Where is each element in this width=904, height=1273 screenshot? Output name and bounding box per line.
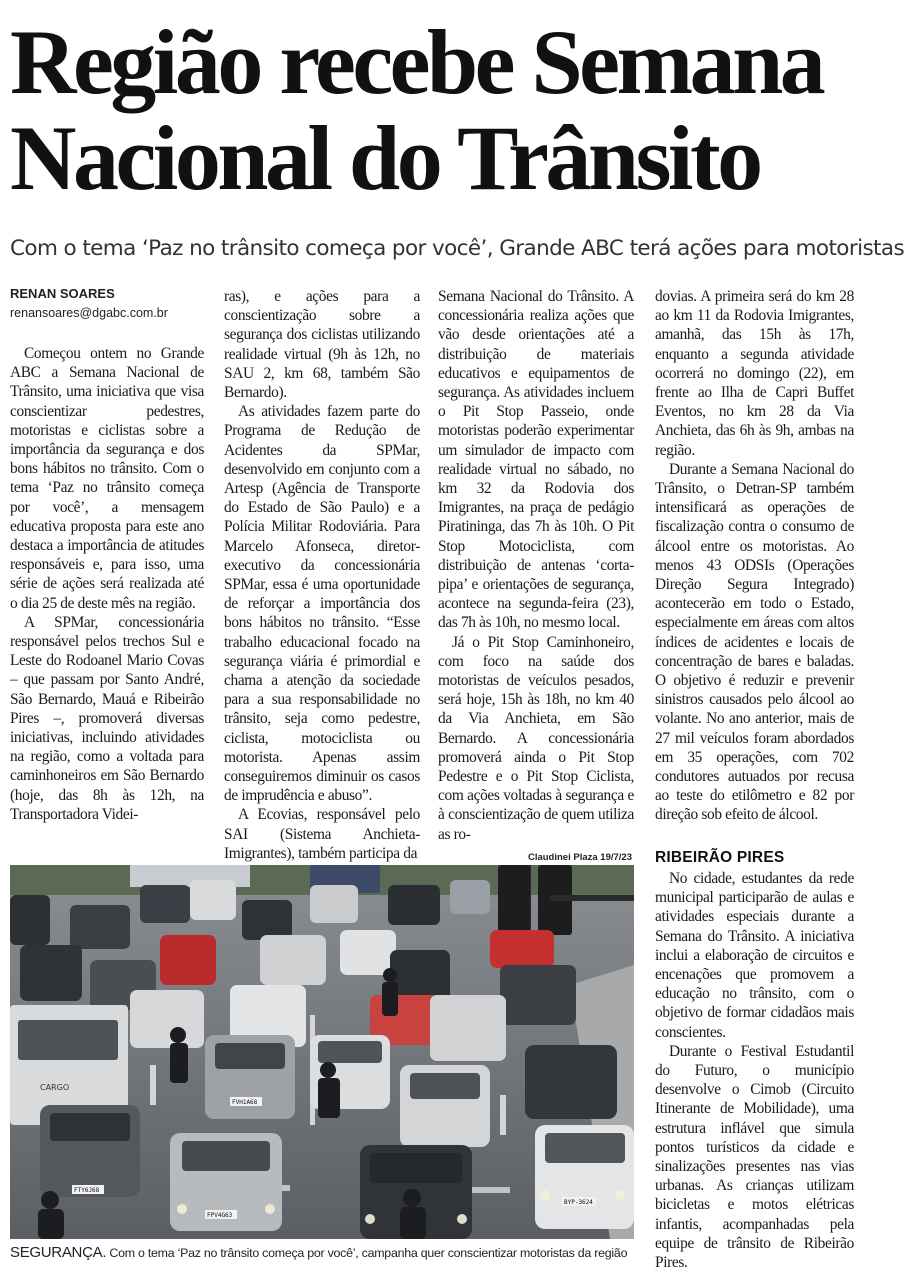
paragraph: Durante a Semana Nacional do Trânsito, o Detran-SP também intensificará as operações de fiscalização contra o consumo de álcool entre os motoristas. Ao menos 43 ODSIs (Operações Direção Segura Integrado) acontecerão em todo o Estado, especialmente em áreas com altos índices de acidentes e locais de concentração de bares e baladas. O objetivo é reduzir e prevenir sinistros causados pelo álcool ao volante. No ano anterior, mais de 27 mil veículos foram abordados em 35 operações, com 702 condutores autuados por recusa ao teste do etilômetro e 82 por direção sob efeito de álcool.	[655, 460, 854, 824]
paragraph: Já o Pit Stop Caminhoneiro, com foco na saúde dos motoristas de veículos pesados, será hoje, 15h às 18h, no km 40 da Via Anchieta, em São Bernardo. A concessionária promoverá ainda o Pit Stop Pedestre e o Pit Stop Ciclista, com ações voltadas à segurança e à conscientização de quem utiliza as ro-	[438, 633, 634, 843]
traffic-photo-illustration	[10, 865, 634, 1239]
paragraph: No cidade, estudantes da rede municipal participarão de aulas e atividades especiais durante a Semana do Trânsito. A iniciativa inclui a elaboração de circuitos e encenações que promovem a educação no trânsito, com o objetivo de formar cidadãos mais conscientes.	[655, 870, 854, 1041]
license-plate: FVH1A68	[232, 1099, 258, 1106]
paragraph: dovias. A primeira será do km 28 ao km 11 da Rodovia Imigrantes, amanhã, das 15h às 17h, enquanto a segunda atividade ocorrerá no domingo (22), em frente ao Ilha de Capri Buffet Eventos, no km 28 da Via Anchieta, das 6h às 9h, ambas na região.	[655, 288, 854, 459]
article-column-4	[655, 287, 854, 833]
subheadline: Com o tema ‘Paz no trânsito começa por você’, Grande ABC terá ações para motoristas	[10, 236, 904, 261]
section-title: RIBEIRÃO PIRES	[655, 849, 785, 866]
author-name: RENAN SOARES	[10, 286, 115, 301]
truck-lettering: CARGO	[40, 1083, 70, 1092]
paragraph: Começou ontem no Grande ABC a Semana Nacional de Trânsito, uma iniciativa que visa conscientizar pedestres, motoristas e ciclistas sobre a importância da segurança e dos bons hábitos no trânsito. Com o tema ‘Paz no trânsito começa por você’, a mensagem educativa proposta para este ano destaca a importância de atitudes responsáveis e, para isso, uma série de ações será realizada até o dia 25 de deste mês na região.	[10, 345, 204, 612]
article-column-1	[10, 344, 204, 834]
license-plate: FPV4G63	[207, 1212, 233, 1219]
headline-line-2: Nacional do Trânsito	[10, 107, 760, 209]
license-plate: BYP-3624	[564, 1199, 593, 1206]
headline	[10, 11, 860, 209]
author-email: renansoares@dgabc.com.br	[10, 306, 168, 320]
article-column-3	[438, 287, 634, 843]
paragraph: As atividades fazem parte do Programa de Redução de Acidentes da SPMar, desenvolvido em conjunto com a Artesp (Agência de Transporte do Estado de São Paulo) e a Polícia Militar Rodoviária. Para Marcelo Afonseca, diretor-executivo da concessionária SPMar, essa é uma oportunidade de reforçar a importância dos bons hábitos no trânsito. “Esse trabalho educacional focado na segurança viária é primordial e chama a atenção da sociedade para a sua responsabilidade no trânsito, seja como pedestre, ciclista, motociclista ou motorista. Apenas assim conseguiremos diminuir os casos de imprudência e abuso”.	[224, 403, 420, 805]
caption-label: SEGURANÇA.	[10, 1244, 107, 1261]
photo-caption	[10, 1244, 650, 1261]
article-column-2	[224, 287, 420, 862]
paragraph: Durante o Festival Estudantil do Futuro, o município desenvolve o Cimob (Circuito Itinerante de Mobilidade), uma estrutura inflável que simula pontos turísticos da cidade e sinalizações presentes nas vias urbanas. As crianças utilizam bicicletas e motos elétricas infantis, acompanhadas pela equipe de trânsito de Ribeirão Pires.	[655, 1042, 854, 1272]
paragraph: A Ecovias, responsável pelo SAI (Sistema Anchieta-Imigrantes), também participa da	[224, 806, 420, 862]
section-column	[655, 869, 854, 1272]
paragraph: Semana Nacional do Trânsito. A concessionária realiza ações que vão desde orientações até a distribuição de materiais educativos e equipamentos de segurança. As atividades incluem o Pit Stop Passeio, onde motoristas poderão experimentar um simulador de impacto com realidade virtual no sábado, no km 32 da Rodovia dos Imigrantes, na praça de pedágio Piratininga, das 7h às 10h. O Pit Stop Motociclista, com distribuição de antenas ‘corta-pipa’ e orientações de segurança, acontece na segunda-feira (23), das 7h às 10h, no mesmo local.	[438, 288, 634, 632]
caption-text: Com o tema ‘Paz no trânsito começa por você’, campanha quer conscientizar motoristas da região	[109, 1246, 628, 1260]
traffic-photo	[10, 865, 634, 1239]
photo-credit: Claudinei Plaza 19/7/23	[527, 852, 632, 863]
headline-line-1: Região recebe Semana	[10, 11, 823, 113]
paragraph: A SPMar, concessionária responsável pelos trechos Sul e Leste do Rodoanel Mario Covas – que passam por Santo André, São Bernardo, Mauá e Ribeirão Pires –, promoverá diversas iniciativas, incluindo atividades na região, como a voltada para caminhoneiros em São Bernardo (hoje, das 8h às 12h, na Transportadora Videi-	[10, 613, 204, 823]
paragraph: ras), e ações para a conscientização sobre a segurança dos ciclistas utilizando realidade virtual (9h às 12h, no SAU 2, km 68, também São Bernardo).	[224, 288, 420, 402]
license-plate: FTY6J68	[74, 1187, 100, 1194]
